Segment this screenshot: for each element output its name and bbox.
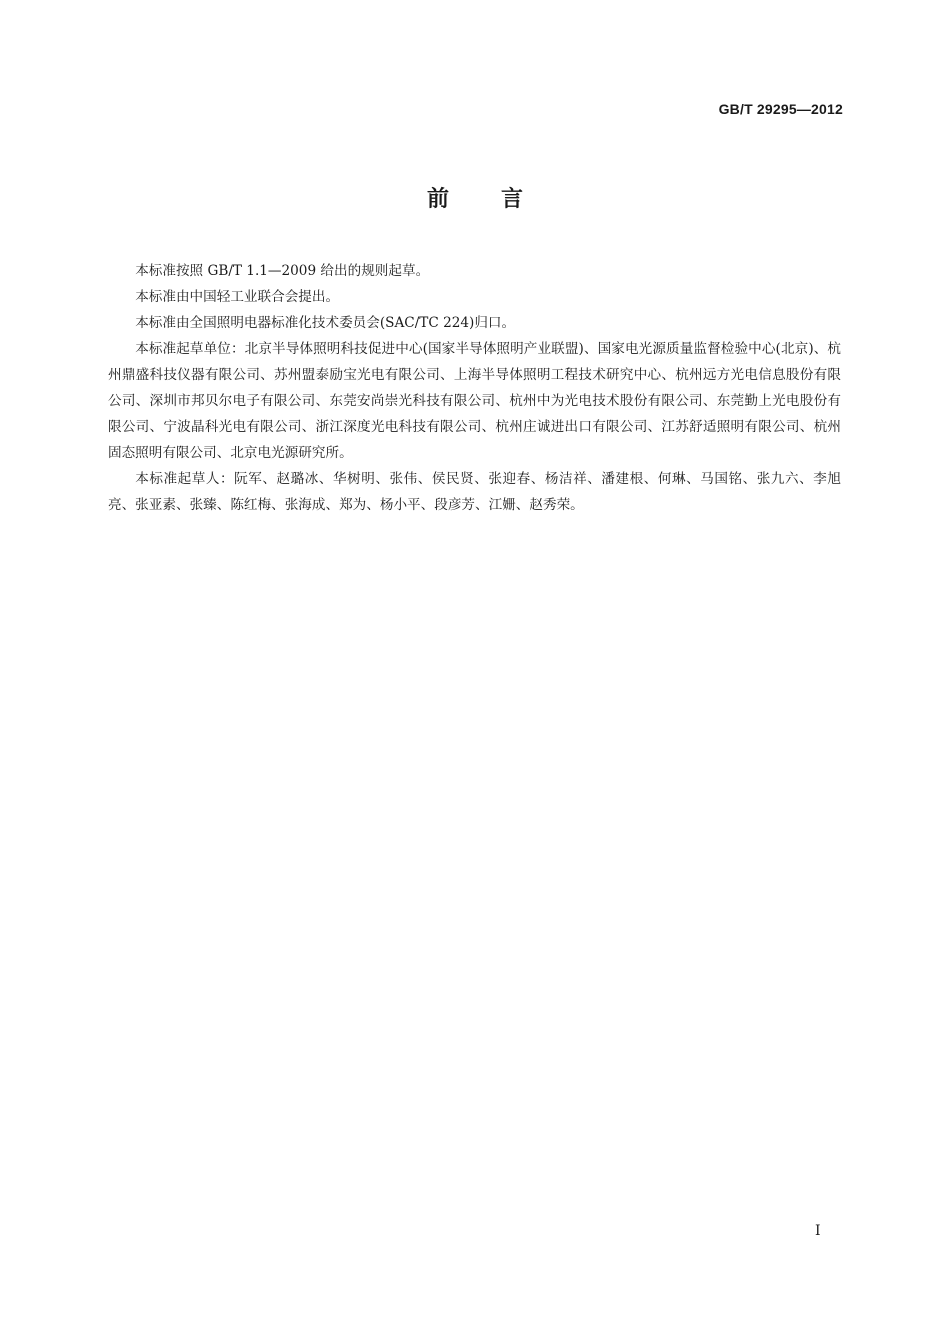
paragraph-proposer: 本标准由中国轻工业联合会提出。 — [135, 289, 340, 305]
paragraph-responsible-committee: 本标准由全国照明电器标准化技术委员会(SAC/TC 224)归口。 — [135, 315, 516, 331]
foreword-body — [108, 258, 841, 518]
page-title: 前言 — [426, 187, 575, 212]
page-number: I — [815, 1223, 821, 1239]
standard-number: GB/T 29295—2012 — [718, 101, 843, 117]
paragraph-drafting-rules: 本标准按照 GB/T 1.1—2009 给出的规则起草。 — [135, 263, 430, 279]
paragraph-drafters: 本标准起草人：阮军、赵璐冰、华树明、张伟、侯民贤、张迎春、杨洁祥、潘建根、何琳、马国铭、张九六、李旭亮、张亚素、张臻、陈红梅、张海成、郑为、杨小平、段彦芳、江姗、赵秀荣。 — [108, 471, 841, 513]
paragraph-drafting-units: 本标准起草单位：北京半导体照明科技促进中心(国家半导体照明产业联盟)、国家电光源质量监督检验中心(北京)、杭州鼎盛科技仪器有限公司、苏州盟泰励宝光电有限公司、上海半导体照明工程技术研究中心、杭州远方光电信息股份有限公司、深圳市邦贝尔电子有限公司、东莞安尚崇光科技有限公司、杭州中为光电技术股份有限公司、东莞勤上光电股份有限公司、宁波晶科光电有限公司、浙江深度光电科技有限公司、杭州庄诚进出口有限公司、江苏舒适照明有限公司、杭州固态照明有限公司、北京电光源研究所。 — [108, 341, 841, 461]
